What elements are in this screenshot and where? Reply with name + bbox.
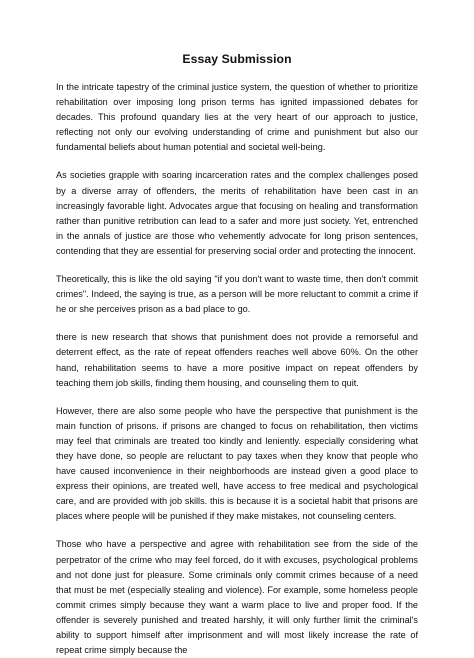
paragraph-new-research: there is new research that shows that punishment does not provide a remorseful and deterrent effect, as the rate of repeat offenders reaches well above 60%. On the other hand, rehabilitation seems to have a more positive impact on repeat offenders by teaching them job skills, finding them housing, and counseling them to quit. bbox=[56, 332, 418, 388]
paragraph-old-saying: Theoretically, this is like the old saying "if you don't want to waste time, then don't commit crimes". Indeed, the saying is true, as a person will be more reluctant to commit a crime if he or she perceives prison as a bad place to go. bbox=[56, 274, 418, 315]
paragraph-intro: In the intricate tapestry of the criminal justice system, the question of whether to prioritize rehabilitation over imposing long prison terms has ignited impassioned debates for decades. This profound quandary lies at the very heart of our approach to justice, reflecting not only our evolving understanding of crime and punishment but also our fundamental beliefs about human potential and societal well-being. bbox=[56, 82, 418, 153]
paragraph-rehabilitation-merits: As societies grapple with soaring incarceration rates and the complex challenges posed by a diverse array of offenders, the merits of rehabilitation have been cast in an increasingly favorable light. Advocates argue that focusing on healing and transformation rather than punitive retribution can lead to a safer and more just society. Yet, entrenched in the annals of justice are those who vehemently advocate for long prison sentences, contending that they are essential for preserving social order and protecting the innocent. bbox=[56, 170, 418, 256]
page-title: Essay Submission bbox=[182, 52, 292, 66]
paragraph-punishment-perspective: However, there are also some people who have the perspective that punishment is the main function of prisons. if prisons are changed to focus on rehabilitation, then victims may feel that criminals are treated too kindly and leniently. especially considering what they have done, so people are reluctant to pay taxes when they know that people who have caused inconvenience in their neighborhoods are instead given a good place to express their opinions, are treated well, have access to free medical and psychological care, and are provided with job skills. this is because it is a societal habit that prisons are places where people will be punished if they make mistakes, not counseling centers. bbox=[56, 405, 418, 522]
paragraph-rehabilitation-perspective: Those who have a perspective and agree with rehabilitation see from the side of the perpetrator of the crime who may feel forced, do it with excuses, psychological problems and not done just for pleasure. Some criminals only commit crimes because of a need that must be met (especially stealing and violence). For example, some homeless people commit crimes simply because they want a warm place to live and proper food. If the offender is severely punished and treated harshly, it will only further limit the criminal's ability to support himself after imprisonment and will most likely increase the rate of repeat crime simply because the bbox=[56, 539, 418, 656]
